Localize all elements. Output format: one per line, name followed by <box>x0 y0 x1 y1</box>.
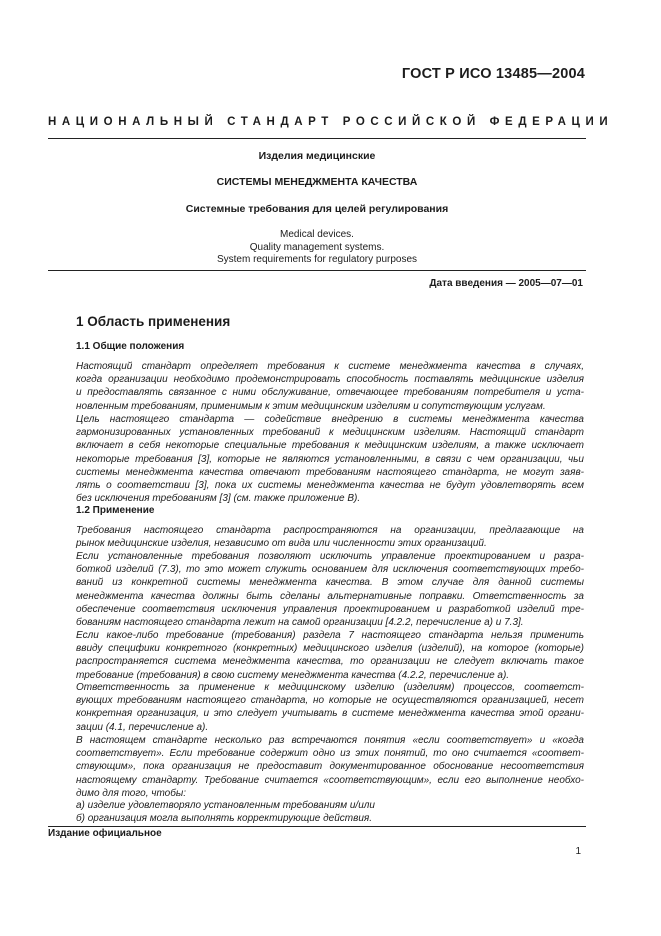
text-line: гармонизированных установленных требований к медицинским изделиям. Настоящий стандарт <box>76 427 584 439</box>
text-line: вующих требованиям настоящего стандарта, но которые не осуществляются организацией, несет <box>76 695 584 707</box>
text-line: зации (4.1, перечисление а). <box>76 721 209 733</box>
paragraph-1-2-d <box>76 681 584 734</box>
national-standard-heading: НАЦИОНАЛЬНЫЙ СТАНДАРТ РОССИЙСКОЙ ФЕДЕРАЦИИ <box>48 116 614 128</box>
section-title: 1 Область применения <box>76 314 231 329</box>
paragraph-1-2-e <box>76 734 584 800</box>
title-en-1: Medical devices. <box>280 229 354 240</box>
edition-label: Издание официальное <box>48 828 162 839</box>
list-item-b: б) организация могла выполнять корректирующие действия. <box>76 813 373 824</box>
text-line: В настоящем стандарте несколько раз встречаются понятия «если соответствует» и «когда <box>76 735 584 746</box>
text-line: включает в себя некоторые специальные требования к медицинским изделиям, а также исключает <box>76 440 584 452</box>
text-line: и предоставлять связанное с ними обслуживание, отвечающее требованиям потребителя и уста- <box>76 387 584 399</box>
title-en-3: System requirements for regulatory purposes <box>216 254 418 265</box>
paragraph-1-2-a <box>76 524 584 550</box>
subsection-1-2-title: 1.2 Применение <box>76 505 155 516</box>
text-line: требование (требования) в свою систему менеджмента качества (4.2.2, перечисление а). <box>76 669 510 681</box>
text-line: Цель настоящего стандарта — содействие внедрению в системы менеджмента качества <box>76 414 584 425</box>
text-line: ввиду специфики конкретного (конкретных) медицинского изделия (изделий), на которое (которые) <box>76 643 584 655</box>
text-line: лять о соответствии [3], пока их системы менеджмента качества не будут удовлетворять всем <box>76 480 584 492</box>
text-line: димо для того, чтобы: <box>76 787 187 799</box>
text-line: некоторые требования [3], которые не являются установленными, в связи с чем организации, чьи <box>76 453 584 465</box>
page-number: 1 <box>575 846 581 857</box>
text-line: без исключения требованиям [3] (см. также приложение В). <box>76 493 361 505</box>
text-line: менеджмента качества должны быть сделаны альтернативные поправки. Ответственность за <box>76 590 584 602</box>
text-line: рынок медицинские изделия, независимо от вида или численности этих организаций. <box>76 538 487 550</box>
text-line: соответствует». Если требование содержит одно из этих понятий, то оно считается «соответ- <box>76 748 584 760</box>
text-line: распространяется система менеджмента качества, то организации не следует включать такое <box>76 656 584 668</box>
text-line: когда организации необходимо продемонстрировать способность поставлять медицинские изделия <box>76 374 584 386</box>
text-line: ствующим», пока организация не предоставит документированное обоснование несоответствия <box>76 761 584 773</box>
text-line: системы менеджмента качества отвечают требованиям настоящего стандарта, не могут заяв- <box>76 466 584 478</box>
text-line: Если какое-либо требование (требования) раздела 7 настоящего стандарта нельзя применить <box>76 630 584 641</box>
text-line: бованиям настоящего стандарта лежит на самой организации [4.2.2, перечисление а) и 7.3]. <box>76 617 524 629</box>
paragraph-1-2-b <box>76 550 584 629</box>
text-line: Если установленные требования позволяют исключить управление проектированием и разра- <box>76 551 584 562</box>
document-number: ГОСТ Р ИСО 13485—2004 <box>401 66 585 82</box>
footer-rule <box>48 826 586 827</box>
header-rule <box>48 138 586 139</box>
list-item-a: а) изделие удовлетворяло установленным требованиям и/или <box>76 800 375 811</box>
title-en <box>48 229 586 267</box>
text-line: обеспечение соответствия исключения управления проектированием и разработкой изделий тре- <box>76 603 584 615</box>
text-line: новленным требованиям, применимым к этим медицинским изделиям и сопутствующим услугам. <box>76 400 546 412</box>
paragraph-1-1-a <box>76 360 584 413</box>
text-line: Ответственность за применение к медицинскому изделию (изделиям) процессов, соответст- <box>76 682 584 693</box>
text-line: конкретная организация, и это следует учитывать в системе менеджмента качества этой органи- <box>76 708 584 720</box>
subsection-1-1-title: 1.1 Общие положения <box>76 341 185 352</box>
paragraph-1-1-b <box>76 413 584 505</box>
text-line: настоящему стандарту. Требование считается «соответствующим», если его выполнение необхо- <box>76 774 584 786</box>
title-ru-2: СИСТЕМЫ МЕНЕДЖМЕНТА КАЧЕСТВА <box>216 176 418 188</box>
title-ru-3: Системные требования для целей регулирования <box>185 203 449 215</box>
title-rule <box>48 270 586 271</box>
title-en-2: Quality management systems. <box>249 241 385 253</box>
paragraph-1-2-c <box>76 629 584 682</box>
intro-date: Дата введения — 2005—07—01 <box>429 278 583 289</box>
title-ru-1: Изделия медицинские <box>258 150 376 162</box>
text-line: Требования настоящего стандарта распространяются на организации, предлагающие на <box>76 525 584 536</box>
text-line: боткой изделий (7.3), то это может служить основанием для исключения соответствующих требо- <box>76 564 584 576</box>
text-line: ваний из конкретной системы менеджмента качества. В этом случае для данной системы <box>76 577 584 589</box>
text-line: Настоящий стандарт определяет требования к системе менеджмента качества в случаях, <box>76 361 584 372</box>
